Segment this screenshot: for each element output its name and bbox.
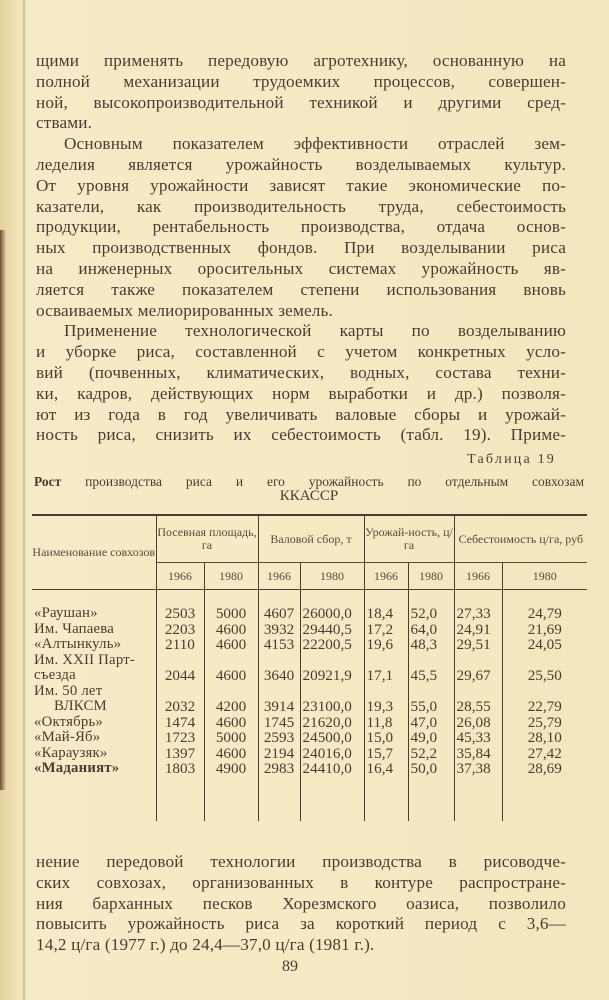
- page-fold-shadow: [22, 0, 26, 1000]
- farm-name: «Алтынкуль»: [34, 636, 122, 652]
- text-line: на инженерных оросительных системах урожайность яв-: [36, 258, 566, 278]
- cell-cost-1966: 29,51: [454, 637, 502, 653]
- cell-yield-1980: 49,0: [408, 730, 454, 746]
- text-line: щими применять передовую агротехнику, основанную на: [36, 51, 566, 70]
- cell-yield-1980: 52,2: [408, 746, 454, 762]
- cell-area-1966: 1397: [156, 746, 204, 762]
- cell-yield-1966: 18,4: [364, 606, 408, 622]
- cell-cost-1980: 25,50: [502, 668, 587, 684]
- cell-gross-1980: 24500,0: [300, 730, 364, 746]
- table-row: [32, 761, 587, 777]
- cell-cost-1966: 28,55: [454, 699, 502, 715]
- body-text-bottom: [36, 852, 566, 956]
- text-line: ных производственных фондов. При возделывании риса: [36, 238, 566, 258]
- header-farm-name: Наименование совхозов: [32, 515, 156, 590]
- cell-gross-1980: 20921,9: [300, 668, 364, 684]
- farm-name: «Караузяк»: [34, 744, 108, 761]
- text-line: ляется также показателем степени использования вновь: [36, 279, 566, 299]
- header-gross-harvest: Валовой сбор, т: [258, 515, 364, 563]
- table-row-name-continuation: [32, 684, 587, 700]
- caption-rest: производства риса и его урожайность по отдельным совхозам: [85, 474, 585, 489]
- text-line: 14,2 ц/га (1977 г.) до 24,4—37,0 ц/га (1981 г.).: [36, 935, 375, 955]
- text-line: ствами.: [36, 113, 93, 133]
- cell-gross-1966: 2194: [258, 746, 300, 762]
- cell-gross-1980: 21620,0: [300, 715, 364, 731]
- text-line: ность риса, снизить их себестоимость (табл. 19). Приме-: [36, 425, 566, 445]
- cell-area-1966: 2032: [156, 699, 204, 715]
- cell-yield-1980: 50,0: [408, 761, 454, 777]
- text-line: ских совхозах, организованных в контуре распростране-: [36, 872, 566, 892]
- cell-area-1980: 4900: [204, 761, 258, 777]
- cell-gross-1966: 3640: [258, 668, 300, 684]
- cell-yield-1980: 48,3: [408, 637, 454, 653]
- cell-area-1966: 2110: [156, 637, 204, 653]
- cell-cost-1980: 21,69: [502, 622, 587, 638]
- page-number: 89: [282, 958, 298, 975]
- body-text-top: [36, 51, 566, 446]
- farm-name: Им. Чапаева: [34, 620, 115, 637]
- cell-area-1980: 4600: [204, 622, 258, 638]
- table-row: [32, 730, 587, 746]
- farm-name-line-1: Им. XXII Парт-: [34, 651, 136, 668]
- header-year: 1966: [364, 563, 408, 590]
- cell-yield-1980: 45,5: [408, 668, 454, 684]
- table-caption-line-2: ККАССР: [279, 488, 339, 504]
- text-line: казатели, как производительность труда, себестоимость: [36, 196, 566, 216]
- table-row: [32, 699, 587, 715]
- cell-gross-1980: 24410,0: [300, 761, 364, 777]
- cell-area-1966: 1723: [156, 730, 204, 746]
- farm-name: ВЛКСМ: [54, 698, 107, 714]
- text-line: ют из года в год увеличивать валовые сборы и урожай-: [36, 404, 566, 424]
- cell-yield-1966: 17,2: [364, 622, 408, 638]
- cell-cost-1980: 24,79: [502, 606, 587, 622]
- cell-yield-1980: 52,0: [408, 606, 454, 622]
- cell-gross-1980: 29440,5: [300, 622, 364, 638]
- text-line: полной механизации трудоемких процессов, совершен-: [36, 71, 566, 91]
- cell-gross-1966: 1745: [258, 715, 300, 731]
- farm-name: «Раушан»: [34, 605, 98, 621]
- table-number-label: Таблица 19: [467, 452, 556, 467]
- cell-area-1980: 4200: [204, 699, 258, 715]
- header-yield: Урожай-ность, ц/га: [364, 515, 454, 563]
- cell-yield-1966: 11,8: [364, 715, 408, 731]
- text-line: леделия является урожайность возделываемых культур.: [36, 154, 566, 174]
- cell-gross-1966: 3932: [258, 622, 300, 638]
- text-line: От уровня урожайности зависят такие экономические по-: [36, 175, 566, 195]
- header-sown-area: Посевная площадь, га: [156, 515, 258, 563]
- cell-yield-1966: 15,0: [364, 730, 408, 746]
- cell-gross-1966: 2983: [258, 761, 300, 777]
- cell-cost-1980: 28,69: [502, 761, 587, 777]
- farm-name: съезда: [34, 667, 76, 683]
- farm-name: «Маданият»: [34, 760, 120, 776]
- cell-gross-1966: 4607: [258, 606, 300, 622]
- farm-name-line-1: Им. 50 лет: [34, 682, 103, 699]
- cell-area-1966: 1803: [156, 761, 204, 777]
- cell-cost-1980: 27,42: [502, 746, 587, 762]
- table-row: [32, 746, 587, 762]
- cell-cost-1980: 28,10: [502, 730, 587, 746]
- cell-gross-1980: 23100,0: [300, 699, 364, 715]
- header-cost: Себестоимость ц/га, руб: [454, 515, 587, 563]
- caption-bold-word: Рост: [34, 474, 62, 489]
- table-row: [32, 637, 587, 653]
- cell-yield-1966: 17,1: [364, 668, 408, 684]
- cell-gross-1966: 2593: [258, 730, 300, 746]
- text-line: ной, высокопроизводительной техникой и другими сред-: [36, 92, 566, 112]
- cell-cost-1980: 22,79: [502, 699, 587, 715]
- cell-gross-1966: 3914: [258, 699, 300, 715]
- table-row-name-continuation: [32, 653, 587, 669]
- text-line: вий (почвенных, климатических, водных, состава техни-: [36, 362, 566, 382]
- header-year: 1966: [454, 563, 502, 590]
- rice-production-table: [32, 514, 587, 821]
- cell-area-1966: 2503: [156, 606, 204, 622]
- cell-area-1980: 5000: [204, 730, 258, 746]
- header-year: 1980: [502, 563, 587, 590]
- book-spine-edge: [0, 230, 6, 790]
- cell-cost-1966: 24,91: [454, 622, 502, 638]
- cell-cost-1966: 29,67: [454, 668, 502, 684]
- cell-gross-1980: 26000,0: [300, 606, 364, 622]
- text-line: Основным показателем эффективности отраслей зем-: [64, 134, 566, 154]
- cell-cost-1966: 35,84: [454, 746, 502, 762]
- table-caption-line-1: [34, 474, 584, 489]
- text-line: нение передовой технологии производства в рисоводче-: [36, 852, 566, 871]
- table-row: [32, 622, 587, 638]
- text-line: продукции, рентабельность производства, отдача основ-: [36, 217, 566, 237]
- cell-yield-1980: 47,0: [408, 715, 454, 731]
- text-line: ки, кадров, действующих норм выработки и др.) позволя-: [36, 383, 566, 403]
- text-line: Применение технологической карты по возделыванию: [64, 321, 566, 341]
- cell-area-1966: 1474: [156, 715, 204, 731]
- cell-yield-1966: 15,7: [364, 746, 408, 762]
- text-line: и уборке риса, составленной с учетом конкретных усло-: [36, 342, 566, 362]
- header-year: 1966: [258, 563, 300, 590]
- cell-area-1980: 4600: [204, 746, 258, 762]
- cell-gross-1980: 22200,5: [300, 637, 364, 653]
- table-row: [32, 715, 587, 731]
- table-row: [32, 606, 587, 622]
- cell-cost-1980: 24,05: [502, 637, 587, 653]
- cell-cost-1966: 45,33: [454, 730, 502, 746]
- cell-area-1980: 4600: [204, 715, 258, 731]
- cell-area-1980: 4600: [204, 637, 258, 653]
- table-row: [32, 668, 587, 684]
- cell-gross-1980: 24016,0: [300, 746, 364, 762]
- farm-name: «Октябрь»: [34, 713, 104, 730]
- cell-area-1980: 5000: [204, 606, 258, 622]
- header-year: 1980: [408, 563, 454, 590]
- farm-name: «Май-Яб»: [34, 729, 101, 745]
- cell-yield-1966: 19,3: [364, 699, 408, 715]
- cell-gross-1966: 4153: [258, 637, 300, 653]
- cell-yield-1980: 64,0: [408, 622, 454, 638]
- header-year: 1966: [156, 563, 204, 590]
- cell-yield-1980: 55,0: [408, 699, 454, 715]
- cell-cost-1980: 25,79: [502, 715, 587, 731]
- cell-area-1966: 2044: [156, 668, 204, 684]
- header-year: 1980: [300, 563, 364, 590]
- cell-yield-1966: 16,4: [364, 761, 408, 777]
- cell-area-1980: 4600: [204, 668, 258, 684]
- header-year: 1980: [204, 563, 258, 590]
- cell-cost-1966: 37,38: [454, 761, 502, 777]
- cell-area-1966: 2203: [156, 622, 204, 638]
- cell-cost-1966: 27,33: [454, 606, 502, 622]
- text-line: ния барханных песков Хорезмского оазиса, позволило: [36, 893, 566, 913]
- cell-cost-1966: 26,08: [454, 715, 502, 731]
- text-line: повысить урожайность риса за короткий период с 3,6—: [36, 914, 566, 934]
- text-line: осваиваемых мелиорированных земель.: [36, 300, 333, 320]
- cell-yield-1966: 19,6: [364, 637, 408, 653]
- table-caption: [34, 474, 584, 504]
